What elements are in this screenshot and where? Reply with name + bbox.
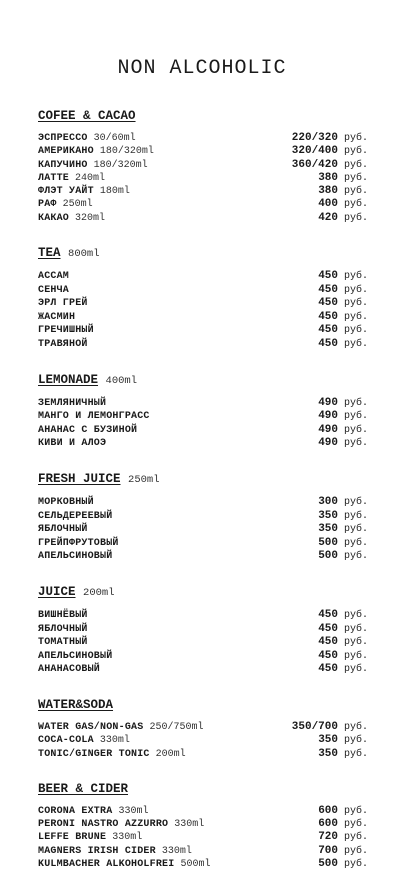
item-price-group <box>268 734 374 747</box>
item-name: ТОМАТНЫЙ <box>38 637 88 649</box>
menu-item <box>38 324 374 338</box>
item-name: TONIC/GINGER TONIC <box>38 748 150 760</box>
item-name: МАНГО И ЛЕМОНГРАСС <box>38 411 150 423</box>
item-price: 450 <box>318 649 338 662</box>
item-description <box>38 650 112 664</box>
item-price-group <box>268 324 374 338</box>
section-title: LEMONADE <box>38 372 99 387</box>
item-name: АПЕЛЬСИНОВЫЙ <box>38 551 113 563</box>
item-name: LEFFE BRUNE <box>38 832 107 844</box>
item-description <box>38 172 105 185</box>
menu-item <box>38 397 374 411</box>
item-description <box>38 858 210 871</box>
item-price: 600 <box>318 818 338 831</box>
item-price: 450 <box>318 270 338 283</box>
currency-label: руб. <box>344 298 369 310</box>
section-volume: 400ml <box>105 374 138 387</box>
menu-section <box>38 471 374 564</box>
menu-item <box>38 311 374 325</box>
menu-item <box>38 818 374 831</box>
currency-label: руб. <box>344 805 369 817</box>
menu-item <box>38 297 374 311</box>
menu-item <box>38 159 374 172</box>
currency-label: руб. <box>344 325 369 337</box>
item-description <box>38 397 106 411</box>
item-price: 350 <box>318 523 338 536</box>
item-name: KULMBACHER ALKOHOLFREI <box>38 859 175 871</box>
item-description <box>38 410 150 424</box>
menu-item <box>38 550 374 564</box>
item-name: COCA-COLA <box>38 735 94 747</box>
item-price-group <box>268 748 374 761</box>
currency-label: руб. <box>344 510 369 522</box>
item-name: КИВИ И АЛОЭ <box>38 438 107 450</box>
item-price-group <box>268 284 374 298</box>
currency-label: руб. <box>344 537 369 549</box>
item-price-group <box>268 159 374 172</box>
currency-label: руб. <box>344 438 369 450</box>
item-price: 400 <box>318 198 338 211</box>
currency-label: руб. <box>344 212 369 224</box>
item-name: РАФ <box>38 199 57 211</box>
menu-item <box>38 845 374 858</box>
section-heading <box>38 584 374 601</box>
item-price-group <box>268 537 374 551</box>
currency-label: руб. <box>344 133 369 144</box>
section-heading <box>38 372 374 389</box>
item-description <box>38 284 69 298</box>
item-name: ГРЕЙПФРУТОВЫЙ <box>38 537 119 549</box>
currency-label: руб. <box>344 551 369 563</box>
item-price: 450 <box>318 310 338 323</box>
item-price: 490 <box>318 423 338 436</box>
menu-item <box>38 537 374 551</box>
item-description <box>38 324 94 338</box>
currency-label: руб. <box>344 623 369 635</box>
item-price-group <box>268 270 374 284</box>
currency-label: руб. <box>344 735 369 747</box>
currency-label: руб. <box>344 146 369 158</box>
item-description <box>38 623 88 637</box>
item-volume: 330ml <box>112 832 143 844</box>
currency-label: руб. <box>344 199 369 211</box>
section-title: WATER&SODA <box>38 697 114 712</box>
item-description <box>38 212 105 225</box>
menu-section <box>38 108 374 225</box>
currency-label: руб. <box>344 186 369 198</box>
menu-item <box>38 510 374 524</box>
menu-item <box>38 858 374 871</box>
currency-label: руб. <box>344 819 369 831</box>
item-description <box>38 510 112 524</box>
currency-label: руб. <box>344 311 369 323</box>
item-volume: 180/320ml <box>99 146 154 158</box>
item-name: WATER GAS/NON-GAS <box>38 721 144 733</box>
menu-section <box>38 697 374 761</box>
section-title: FRESH JUICE <box>38 472 121 487</box>
item-description <box>38 748 186 761</box>
section-volume: 250ml <box>128 474 160 487</box>
item-price: 720 <box>318 831 338 844</box>
item-volume: 330ml <box>99 735 130 747</box>
item-description <box>38 523 88 537</box>
currency-label: руб. <box>344 859 369 871</box>
item-description <box>38 338 88 352</box>
menu-section <box>38 372 374 451</box>
item-description <box>38 424 137 438</box>
item-price-group <box>268 510 374 524</box>
menu-item <box>38 805 374 818</box>
item-name: АНАНАСОВЫЙ <box>38 664 101 676</box>
menu-item <box>38 424 374 438</box>
item-description <box>38 496 94 510</box>
item-name: КАПУЧИНО <box>38 159 88 171</box>
item-price-group <box>268 818 374 831</box>
item-price: 350 <box>318 734 338 747</box>
item-price-group <box>268 132 374 145</box>
item-name: ЛАТТЕ <box>38 172 70 184</box>
item-description <box>38 663 100 677</box>
item-name: АНАНАС С БУЗИНОЙ <box>38 424 138 436</box>
section-title: JUICE <box>38 584 76 599</box>
item-volume: 180/320ml <box>93 159 148 171</box>
item-price-group <box>268 523 374 537</box>
menu-item <box>38 132 374 145</box>
item-price-group <box>268 172 374 185</box>
section-heading <box>38 781 374 797</box>
menu-item <box>38 270 374 284</box>
item-price: 350 <box>318 509 338 522</box>
item-description <box>38 636 88 650</box>
item-description <box>38 198 93 211</box>
item-price-group <box>268 721 374 734</box>
item-description <box>38 297 88 311</box>
currency-label: руб. <box>344 159 369 171</box>
item-price-group <box>268 198 374 211</box>
item-name: ЭСПРЕССО <box>38 133 88 144</box>
item-price: 490 <box>318 410 338 423</box>
page-title: NON ALCOHOLIC <box>117 57 287 81</box>
item-name: АМЕРИКАНО <box>38 146 94 158</box>
item-price: 490 <box>318 437 338 450</box>
menu-item <box>38 284 374 298</box>
item-volume: 330ml <box>174 819 205 831</box>
item-name: ЯБЛОЧНЫЙ <box>38 524 88 536</box>
currency-label: руб. <box>344 271 369 283</box>
item-volume: 500ml <box>180 859 211 871</box>
item-price-group <box>268 145 374 158</box>
item-price: 500 <box>318 536 338 549</box>
item-price: 490 <box>318 396 338 409</box>
item-price: 380 <box>318 171 338 184</box>
currency-label: руб. <box>344 397 369 409</box>
menu-item <box>38 748 374 761</box>
item-name: ГРЕЧИШНЫЙ <box>38 325 94 337</box>
item-description <box>38 132 136 145</box>
item-price-group <box>268 845 374 858</box>
item-price: 300 <box>318 496 338 509</box>
menu-item <box>38 338 374 352</box>
item-price-group <box>268 397 374 411</box>
item-description <box>38 185 130 198</box>
item-price: 450 <box>318 663 338 676</box>
section-heading <box>38 697 374 713</box>
item-name: ЗЕМЛЯНИЧНЫЙ <box>38 397 107 409</box>
item-description <box>38 734 130 747</box>
item-price: 450 <box>318 324 338 337</box>
currency-label: руб. <box>344 172 369 184</box>
item-price-group <box>268 185 374 198</box>
section-volume: 800ml <box>68 248 100 261</box>
item-price-group <box>268 550 374 564</box>
menu-item <box>38 636 374 650</box>
item-price-group <box>268 858 374 871</box>
item-price: 320/400 <box>291 145 338 158</box>
item-price-group <box>268 410 374 424</box>
currency-label: руб. <box>344 664 369 676</box>
section-heading <box>38 108 374 124</box>
item-name: АПЕЛЬСИНОВЫЙ <box>38 650 113 662</box>
item-description <box>38 845 192 858</box>
item-name: ВИШНЁВЫЙ <box>38 609 88 621</box>
item-volume: 30/60ml <box>93 133 136 144</box>
section-volume: 200ml <box>83 586 115 599</box>
item-description <box>38 609 88 623</box>
menu-list <box>38 108 374 891</box>
section-title: BEER & CIDER <box>38 781 129 796</box>
menu-item <box>38 496 374 510</box>
currency-label: руб. <box>344 497 369 509</box>
item-description <box>38 159 148 172</box>
menu-item <box>38 663 374 677</box>
item-volume: 330ml <box>161 845 192 857</box>
item-price-group <box>268 831 374 844</box>
item-description <box>38 311 75 325</box>
item-price: 360/420 <box>291 158 338 171</box>
item-name: СЕЛЬДЕРЕЕВЫЙ <box>38 510 113 522</box>
item-price: 600 <box>318 804 338 817</box>
menu-section <box>38 584 374 677</box>
currency-label: руб. <box>344 411 369 423</box>
item-price-group <box>268 311 374 325</box>
menu-item <box>38 172 374 185</box>
item-price-group <box>268 424 374 438</box>
menu-item <box>38 831 374 844</box>
currency-label: руб. <box>344 637 369 649</box>
menu-item <box>38 185 374 198</box>
item-price-group <box>268 496 374 510</box>
item-volume: 240ml <box>75 172 106 184</box>
item-price: 380 <box>318 185 338 198</box>
menu-item <box>38 198 374 211</box>
item-price: 420 <box>318 211 338 224</box>
section-title: TEA <box>38 246 61 261</box>
menu-item <box>38 212 374 225</box>
menu-item <box>38 609 374 623</box>
item-volume: 250/750ml <box>149 721 204 733</box>
item-price-group <box>268 437 374 451</box>
item-price: 450 <box>318 338 338 351</box>
item-description <box>38 270 69 284</box>
menu-item <box>38 523 374 537</box>
item-name: ФЛЭТ УАЙТ <box>38 186 94 198</box>
item-name: ЖАСМИН <box>38 311 76 323</box>
menu-item <box>38 145 374 158</box>
menu-item <box>38 623 374 637</box>
item-name: ЯБЛОЧНЫЙ <box>38 623 88 635</box>
menu-section <box>38 781 374 871</box>
item-price: 500 <box>318 858 338 871</box>
item-name: ТРАВЯНОЙ <box>38 339 88 351</box>
item-description <box>38 145 154 158</box>
currency-label: руб. <box>344 845 369 857</box>
item-price-group <box>268 609 374 623</box>
section-heading <box>38 245 374 262</box>
currency-label: руб. <box>344 650 369 662</box>
item-description <box>38 831 142 844</box>
menu-item <box>38 721 374 734</box>
item-description <box>38 537 119 551</box>
currency-label: руб. <box>344 339 369 351</box>
item-volume: 180ml <box>99 186 130 198</box>
item-volume: 320ml <box>75 212 106 224</box>
item-price-group <box>268 623 374 637</box>
item-price-group <box>268 805 374 818</box>
item-price: 450 <box>318 283 338 296</box>
menu-item <box>38 650 374 664</box>
menu-item <box>38 734 374 747</box>
item-volume: 250ml <box>62 199 93 211</box>
item-description <box>38 437 106 451</box>
item-price: 350/700 <box>291 720 338 733</box>
menu-item <box>38 410 374 424</box>
section-title: COFEE & CACAO <box>38 109 136 123</box>
currency-label: руб. <box>344 284 369 296</box>
currency-label: руб. <box>344 721 369 733</box>
item-price-group <box>268 297 374 311</box>
currency-label: руб. <box>344 424 369 436</box>
item-price: 450 <box>318 636 338 649</box>
item-name: PERONI NASTRO AZZURRO <box>38 819 169 831</box>
item-description <box>38 721 203 734</box>
item-price-group <box>268 636 374 650</box>
item-price: 500 <box>318 550 338 563</box>
item-price-group <box>268 650 374 664</box>
item-name: ЭРЛ ГРЕЙ <box>38 298 88 310</box>
item-name: MAGNERS IRISH CIDER <box>38 845 156 857</box>
item-volume: 330ml <box>118 805 149 817</box>
item-description <box>38 818 204 831</box>
item-price-group <box>268 338 374 352</box>
item-name: АССАМ <box>38 271 70 283</box>
item-price: 220/320 <box>291 132 338 144</box>
item-name: СЕНЧА <box>38 284 70 296</box>
item-price: 700 <box>318 844 338 857</box>
item-description <box>38 550 112 564</box>
item-name: CORONA EXTRA <box>38 805 113 817</box>
item-name: КАКАО <box>38 212 70 224</box>
menu-section <box>38 245 374 352</box>
item-volume: 200ml <box>155 748 186 760</box>
currency-label: руб. <box>344 748 369 760</box>
item-price-group <box>268 212 374 225</box>
item-description <box>38 805 148 818</box>
item-name: МОРКОВНЫЙ <box>38 497 94 509</box>
currency-label: руб. <box>344 609 369 621</box>
item-price: 450 <box>318 622 338 635</box>
item-price: 450 <box>318 608 338 621</box>
currency-label: руб. <box>344 832 369 844</box>
section-heading <box>38 471 374 488</box>
item-price: 350 <box>318 747 338 760</box>
menu-item <box>38 437 374 451</box>
item-price-group <box>268 663 374 677</box>
item-price: 450 <box>318 297 338 310</box>
currency-label: руб. <box>344 524 369 536</box>
